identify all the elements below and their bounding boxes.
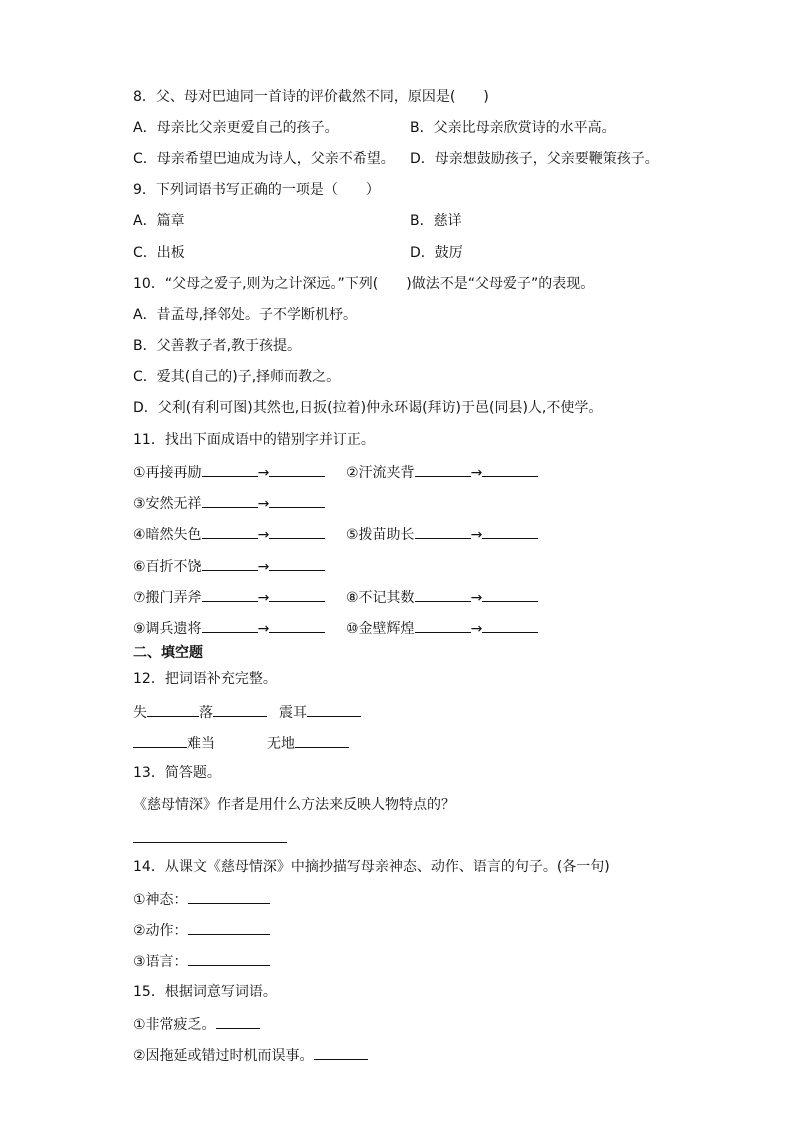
q11-stem: 11．找出下面成语中的错别字并订正。 bbox=[133, 432, 375, 448]
arrow-glyph: → bbox=[470, 527, 483, 543]
q9-option-a: A．篇章 bbox=[133, 213, 185, 229]
q12-word: 震耳 bbox=[279, 705, 307, 721]
q11-item bbox=[346, 587, 538, 607]
q14-item bbox=[133, 951, 270, 971]
q11-idiom: ⑧不记其数 bbox=[346, 590, 415, 606]
q14-item bbox=[133, 889, 270, 909]
q12-row-1 bbox=[133, 702, 361, 722]
answer-blank[interactable] bbox=[307, 702, 361, 717]
answer-blank[interactable] bbox=[147, 702, 199, 717]
arrow-glyph: → bbox=[470, 465, 483, 481]
q9-option-c: C．出板 bbox=[133, 245, 185, 261]
q14-label: ①神态： bbox=[133, 892, 188, 908]
answer-blank[interactable] bbox=[482, 462, 538, 477]
answer-blank[interactable] bbox=[269, 493, 325, 508]
q11-idiom: ⑨调兵遗将 bbox=[133, 621, 202, 637]
answer-blank[interactable] bbox=[213, 702, 267, 717]
answer-blank[interactable] bbox=[415, 524, 471, 539]
q11-item bbox=[346, 524, 538, 544]
q11-item bbox=[133, 618, 325, 638]
answer-blank[interactable] bbox=[133, 733, 187, 748]
q11-item bbox=[133, 524, 325, 544]
q15-item bbox=[133, 1045, 368, 1065]
q11-idiom: ①再接再励 bbox=[133, 465, 202, 481]
q11-item bbox=[346, 618, 538, 638]
q8-option-b: B．父亲比母亲欣赏诗的水平高。 bbox=[410, 120, 616, 136]
q11-item bbox=[133, 493, 325, 513]
q14-label: ③语言： bbox=[133, 954, 188, 970]
q11-item bbox=[133, 587, 325, 607]
answer-blank[interactable] bbox=[269, 524, 325, 539]
answer-blank[interactable] bbox=[188, 889, 270, 904]
answer-blank[interactable] bbox=[202, 587, 258, 602]
q11-item bbox=[346, 462, 538, 482]
answer-blank[interactable] bbox=[269, 587, 325, 602]
q11-item bbox=[133, 462, 325, 482]
q8-option-d: D．母亲想鼓励孩子，父亲要鞭策孩子。 bbox=[410, 151, 659, 167]
q10-stem: 10．“父母之爱子,则为之计深远。”下列( )做法不是“父母爱子”的表现。 bbox=[133, 276, 595, 292]
arrow-glyph: → bbox=[257, 465, 270, 481]
arrow-glyph: → bbox=[257, 527, 270, 543]
answer-blank[interactable] bbox=[202, 618, 258, 633]
q11-idiom: ⑥百折不饶 bbox=[133, 559, 202, 575]
q11-idiom: ②汗流夹背 bbox=[346, 465, 415, 481]
arrow-glyph: → bbox=[257, 590, 270, 606]
answer-blank[interactable] bbox=[188, 951, 270, 966]
q14-label: ②动作： bbox=[133, 923, 188, 939]
q9-option-b: B．慈详 bbox=[410, 213, 462, 229]
q12-row-2 bbox=[133, 733, 349, 753]
answer-blank[interactable] bbox=[482, 587, 538, 602]
answer-blank[interactable] bbox=[269, 462, 325, 477]
q11-idiom: ⑩金壁辉煌 bbox=[346, 621, 415, 637]
q8-option-c: C．母亲希望巴迪成为诗人，父亲不希望。 bbox=[133, 151, 395, 167]
q9-option-d: D．鼓厉 bbox=[410, 245, 463, 261]
arrow-glyph: → bbox=[257, 621, 270, 637]
section-heading: 二、填空题 bbox=[133, 645, 203, 661]
q14-stem: 14．从课文《慈母情深》中摘抄描写母亲神态、动作、语言的句子。(各一句) bbox=[133, 859, 610, 875]
q11-idiom: ③安然无祥 bbox=[133, 496, 202, 512]
q12-word: 难当 bbox=[187, 736, 215, 752]
q10-option-a: A．昔孟母,择邻处。子不学断机杼。 bbox=[133, 307, 358, 323]
q15-stem: 15．根据词意写词语。 bbox=[133, 984, 277, 1000]
answer-blank[interactable] bbox=[188, 920, 270, 935]
arrow-glyph: → bbox=[470, 621, 483, 637]
q12-stem: 12．把词语补充完整。 bbox=[133, 671, 277, 687]
answer-blank[interactable] bbox=[482, 524, 538, 539]
answer-blank[interactable] bbox=[216, 1014, 260, 1029]
q11-idiom: ⑤拨苗助长 bbox=[346, 527, 415, 543]
q11-item bbox=[133, 556, 325, 576]
answer-blank[interactable] bbox=[202, 524, 258, 539]
answer-blank[interactable] bbox=[202, 462, 258, 477]
arrow-glyph: → bbox=[257, 496, 270, 512]
answer-blank[interactable] bbox=[202, 556, 258, 571]
q12-word: 失 bbox=[133, 705, 147, 721]
q15-item bbox=[133, 1014, 260, 1034]
answer-blank[interactable] bbox=[314, 1045, 368, 1060]
q13-stem: 13．简答题。 bbox=[133, 765, 221, 781]
answer-blank[interactable] bbox=[482, 618, 538, 633]
answer-blank[interactable] bbox=[269, 556, 325, 571]
answer-blank[interactable] bbox=[295, 733, 349, 748]
answer-blank[interactable] bbox=[415, 618, 471, 633]
answer-blank[interactable] bbox=[202, 493, 258, 508]
answer-blank[interactable] bbox=[415, 587, 471, 602]
arrow-glyph: → bbox=[257, 559, 270, 575]
q11-idiom: ④暗然失色 bbox=[133, 527, 202, 543]
q9-stem: 9．下列词语书写正确的一项是（ ） bbox=[133, 182, 380, 198]
answer-blank[interactable] bbox=[415, 462, 471, 477]
q10-option-b: B．父善教子者,教于孩提。 bbox=[133, 338, 302, 354]
q12-word: 无地 bbox=[267, 736, 295, 752]
arrow-glyph: → bbox=[470, 590, 483, 606]
q12-word: 落 bbox=[199, 705, 213, 721]
q10-option-c: C．爱其(自己的)子,择师而教之。 bbox=[133, 369, 341, 385]
q8-stem: 8．父、母对巴迪同一首诗的评价截然不同，原因是( ) bbox=[133, 89, 489, 105]
q13-question: 《慈母情深》作者是用什么方法来反映人物特点的？ bbox=[133, 797, 455, 813]
q15-definition: ②因拖延或错过时机而误事。 bbox=[133, 1048, 314, 1064]
q11-idiom: ⑦搬门弄斧 bbox=[133, 590, 202, 606]
answer-blank[interactable] bbox=[269, 618, 325, 633]
q8-option-a: A．母亲比父亲更爱自己的孩子。 bbox=[133, 120, 339, 136]
q10-option-d: D．父利(有利可图)其然也,日扳(拉着)仲永环谒(拜访)于邑(同县)人,不使学。 bbox=[133, 400, 603, 416]
answer-line[interactable] bbox=[133, 842, 287, 843]
q15-definition: ①非常疲乏。 bbox=[133, 1017, 216, 1033]
q14-item bbox=[133, 920, 270, 940]
